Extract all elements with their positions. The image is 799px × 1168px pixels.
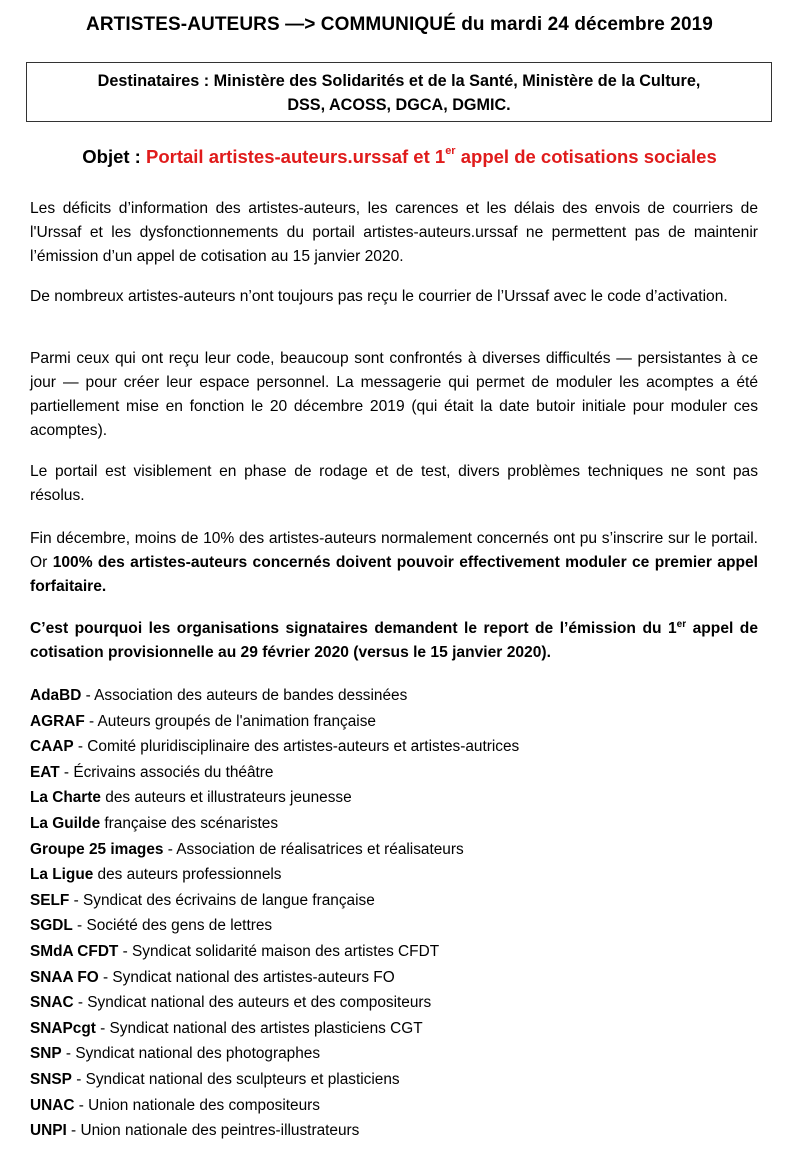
signatory-desc: - Écrivains associés du théâtre	[59, 763, 274, 781]
list-item	[30, 1041, 770, 1067]
subject-text	[146, 146, 717, 167]
signatory-desc: des auteurs et illustrateurs jeunesse	[101, 789, 352, 807]
list-item	[30, 1093, 770, 1119]
signatory-desc: des auteurs professionnels	[93, 866, 282, 884]
signatory-abbr: EAT	[30, 763, 60, 781]
signatory-desc: - Syndicat national des photographes	[61, 1045, 321, 1063]
signatory-abbr: SNP	[30, 1045, 62, 1063]
paragraph-5-plain: Fin décembre, moins de 10% des artistes-auteurs normalement concernés ont pu s’inscrire sur le portail. Or	[30, 530, 758, 571]
subject-text-before-sup: Portail artistes-auteurs.urssaf et 1	[145, 146, 446, 167]
signatory-desc: - Syndicat national des artistes plasticiens CGT	[95, 1019, 423, 1037]
list-item	[30, 1067, 770, 1093]
signatory-abbr: AdaBD	[30, 687, 82, 704]
list-item	[30, 862, 770, 888]
list-item	[30, 811, 770, 837]
list-item	[30, 709, 770, 735]
signatory-abbr: UNPI	[30, 1122, 67, 1140]
signatory-desc: - Union nationale des peintres-illustrateurs	[66, 1122, 360, 1140]
recipients-line-2: DSS, ACOSS, DGCA, DGMIC.	[287, 96, 511, 114]
list-item	[30, 1016, 770, 1042]
paragraph-6-after-sup: appel de cotisation provisionnelle au 29 février 2020 (versus le 15 janvier 2020).	[30, 620, 758, 661]
signatory-desc: - Syndicat national des auteurs et des compositeurs	[73, 994, 432, 1012]
signatory-abbr: SNAA FO	[30, 968, 99, 986]
paragraph-5-bold: 100% des artistes-auteurs concernés doivent pouvoir effectivement moduler ce premier appel forfaitaire.	[30, 554, 758, 595]
paragraph-3: Parmi ceux qui ont reçu leur code, beaucoup sont confrontés à diverses difficultés — persistantes à ce jour — pour créer leur espace personnel. La messagerie qui permet de moduler les acomptes a été partiellement mise en fonction le 20 décembre 2019 (qui était la date butoir initiale pour moduler ces acomptes).	[30, 350, 758, 439]
signatory-desc: - Association des auteurs de bandes dessinées	[81, 687, 408, 704]
list-item	[30, 990, 770, 1016]
list-item	[30, 939, 770, 965]
document-title: ARTISTES-AUTEURS —> COMMUNIQUÉ du mardi 24 décembre 2019	[86, 14, 713, 35]
signatory-abbr: SNAC	[30, 994, 74, 1012]
signatory-abbr: AGRAF	[30, 712, 85, 730]
signatory-abbr: UNAC	[30, 1096, 75, 1114]
subject-label: Objet :	[82, 146, 146, 167]
signatory-abbr: La Ligue	[30, 866, 94, 884]
recipients-line-1: Destinataires : Ministère des Solidarités et de la Santé, Ministère de la Culture,	[97, 72, 701, 90]
signatory-abbr: SELF	[30, 891, 70, 909]
list-item	[30, 837, 770, 863]
list-item	[30, 683, 770, 709]
signatories-list	[30, 683, 770, 1144]
list-item	[30, 965, 770, 991]
signatory-desc: - Union nationale des compositeurs	[74, 1096, 320, 1114]
paragraph-6	[30, 617, 758, 665]
signatory-abbr: SMdA CFDT	[30, 942, 119, 960]
signatory-desc: - Syndicat national des sculpteurs et plasticiens	[71, 1070, 400, 1088]
signatory-desc: - Association de réalisatrices et réalisateurs	[163, 840, 464, 858]
paragraph-6-superscript: er	[676, 618, 687, 630]
paragraph-4: Le portail est visiblement en phase de rodage et de test, divers problèmes techniques ne sont pas résolus.	[30, 463, 758, 504]
paragraph-5	[30, 527, 758, 599]
subject-text-after-sup: appel de cotisations sociales	[455, 146, 717, 167]
recipients-box	[26, 62, 772, 122]
subject-line	[0, 146, 799, 168]
signatory-desc: - Auteurs groupés de l'animation française	[84, 712, 376, 730]
signatory-abbr: SNAPcgt	[30, 1019, 96, 1037]
list-item	[30, 785, 770, 811]
list-item	[30, 888, 770, 914]
signatory-desc: - Comité pluridisciplinaire des artistes-auteurs et artistes-autrices	[73, 738, 520, 756]
signatory-desc: - Société des gens de lettres	[72, 917, 273, 935]
paragraph-6-before-sup: C’est pourquoi les organisations signataires demandent le report de l’émission du 1	[30, 620, 677, 637]
signatory-abbr: SGDL	[30, 917, 73, 935]
list-item	[30, 1118, 770, 1144]
signatory-desc: française des scénaristes	[100, 814, 279, 832]
signatory-desc: - Syndicat solidarité maison des artistes CFDT	[118, 942, 440, 960]
paragraph-1: Les déficits d’information des artistes-auteurs, les carences et les délais des envois de courriers de l'Urssaf et les dysfonctionnements du portail artistes-auteurs.urssaf ne permettent pas de maintenir l’émission d’un appel de cotisation au 15 janvier 2020.	[30, 200, 758, 265]
signatory-desc: - Syndicat national des artistes-auteurs FO	[98, 968, 395, 986]
list-item	[30, 913, 770, 939]
paragraph-6-bold	[30, 620, 758, 661]
signatory-abbr: La Guilde	[30, 814, 101, 832]
paragraph-2: De nombreux artistes-auteurs n’ont toujours pas reçu le courrier de l’Urssaf avec le code d’activation.	[30, 288, 728, 305]
signatory-abbr: La Charte	[30, 789, 101, 807]
signatory-desc: - Syndicat des écrivains de langue française	[69, 891, 375, 909]
signatory-abbr: SNSP	[30, 1070, 72, 1088]
signatory-abbr: Groupe 25 images	[30, 840, 164, 858]
subject-superscript: er	[445, 144, 456, 157]
list-item	[30, 734, 770, 760]
signatory-abbr: CAAP	[30, 738, 74, 756]
list-item	[30, 760, 770, 786]
